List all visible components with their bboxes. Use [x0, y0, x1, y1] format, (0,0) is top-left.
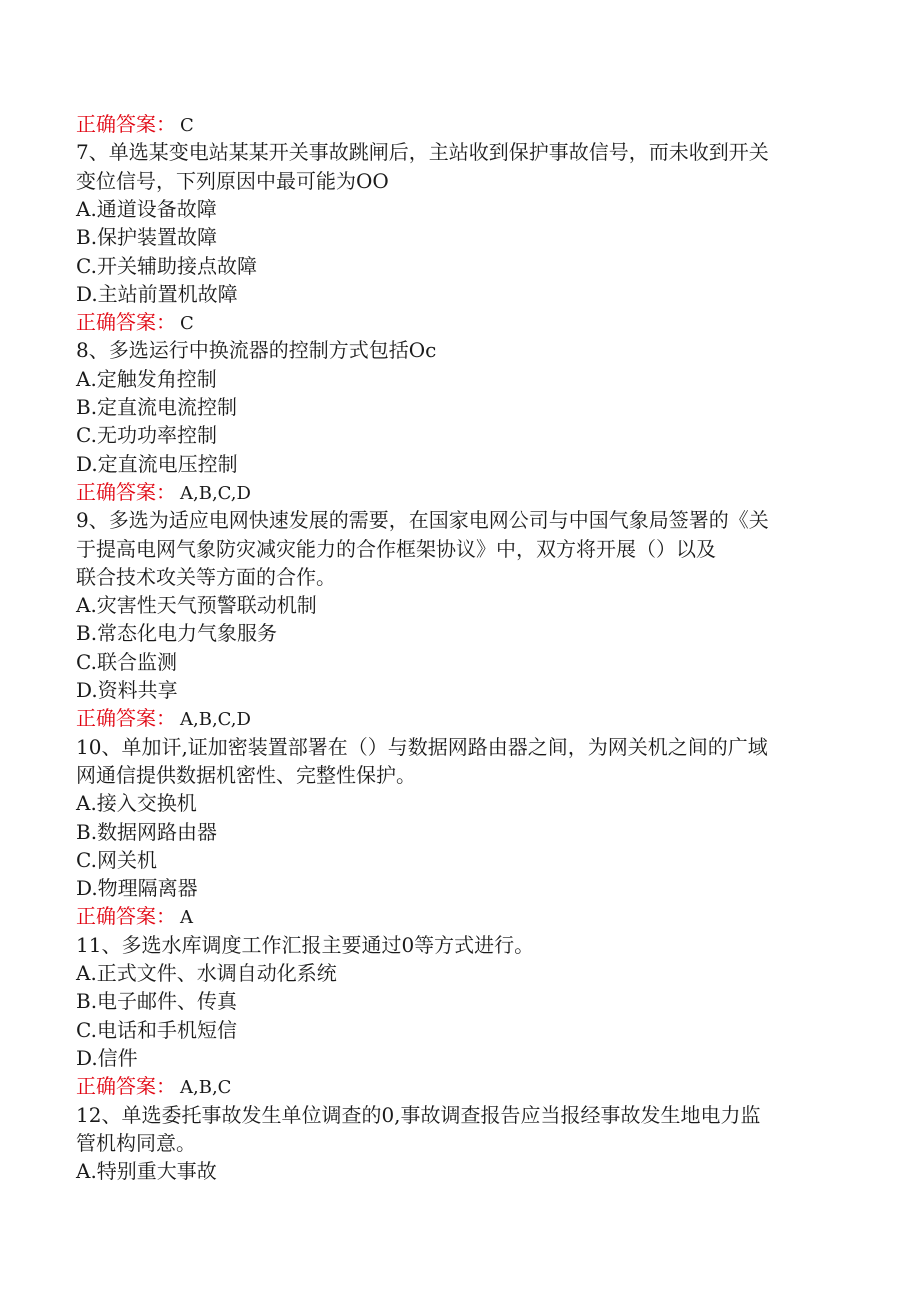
answer-label: 正确答案：	[76, 310, 176, 335]
text-line: 变位信号，下列原因中最可能为OO	[76, 168, 389, 193]
correct-answer-line	[76, 1072, 231, 1100]
correct-answer-line	[76, 478, 251, 506]
answer-value: A,B,C,D	[180, 709, 251, 731]
answer-value: A,B,C	[180, 1077, 232, 1099]
text-line: D.主站前置机故障	[76, 281, 238, 306]
text-line: 12、单选委托事故发生单位调查的0,事故调查报告应当报经事故发生地电力监	[76, 1102, 761, 1127]
text-line: 9、多选为适应电网快速发展的需要，在国家电网公司与中国气象局签署的《关	[76, 508, 769, 533]
text-line: D.物理隔离器	[76, 876, 198, 901]
answer-label: 正确答案：	[76, 904, 176, 929]
text-line: B.常态化电力气象服务	[76, 621, 278, 646]
text-line: A.正式文件、水调自动化系统	[76, 961, 337, 985]
text-line: B.电子邮件、传真	[76, 989, 238, 1014]
answer-value: A	[180, 907, 193, 929]
text-line: A.灾害性天气预警联动机制	[76, 593, 317, 618]
text-line: 10、单加讦,证加密装置部署在（）与数据网路由器之间，为网关机之间的广域	[76, 734, 768, 759]
answer-value: C	[180, 115, 194, 136]
answer-value: A,B,C,D	[180, 482, 251, 504]
text-line: 8、多选运行中换流器的控制方式包括Oc	[76, 338, 437, 363]
answer-value: C	[180, 313, 194, 335]
text-line: B.定直流电流控制	[76, 395, 238, 419]
text-line: B.保护装置故障	[76, 225, 218, 250]
text-line: A.特别重大事故	[76, 1159, 217, 1184]
correct-answer-line	[76, 308, 194, 336]
text-line: 7、单选某变电站某某开关事故跳闸后，主站收到保护事故信号，而未收到开关	[76, 140, 769, 165]
text-line: D.信件	[76, 1045, 138, 1070]
text-line: D.定直流电压控制	[76, 451, 238, 476]
text-line: C.联合监测	[76, 649, 177, 674]
answer-label: 正确答案：	[76, 479, 176, 504]
text-line: C.开关辅助接点故障	[76, 253, 257, 278]
text-line: C.无功功率控制	[76, 423, 217, 448]
text-line: A.通道设备故障	[76, 196, 217, 221]
text-line: A.接入交换机	[76, 791, 197, 816]
text-line: C.电话和手机短信	[76, 1017, 237, 1042]
answer-label: 正确答案：	[76, 1074, 176, 1099]
correct-answer-line	[76, 902, 193, 930]
text-line: A.定触发角控制	[76, 366, 217, 391]
text-line: B.数据网路由器	[76, 819, 218, 844]
text-line: C.网关机	[76, 847, 157, 872]
answer-label: 正确答案：	[76, 706, 176, 731]
correct-answer-line	[76, 704, 251, 732]
text-line: D.资料共享	[76, 678, 178, 702]
answer-label: 正确答案：	[76, 112, 176, 136]
text-line: 于提高电网气象防灾减灾能力的合作框架协议》中，双方将开展（）以及	[76, 536, 716, 561]
text-line: 管机构同意。	[76, 1130, 196, 1155]
text-line: 联合技术攻关等方面的合作。	[76, 564, 336, 589]
correct-answer-line	[76, 110, 194, 138]
text-line: 11、多选水库调度工作汇报主要通过0等方式进行。	[76, 932, 535, 957]
text-line: 网通信提供数据机密性、完整性保护。	[76, 762, 416, 787]
